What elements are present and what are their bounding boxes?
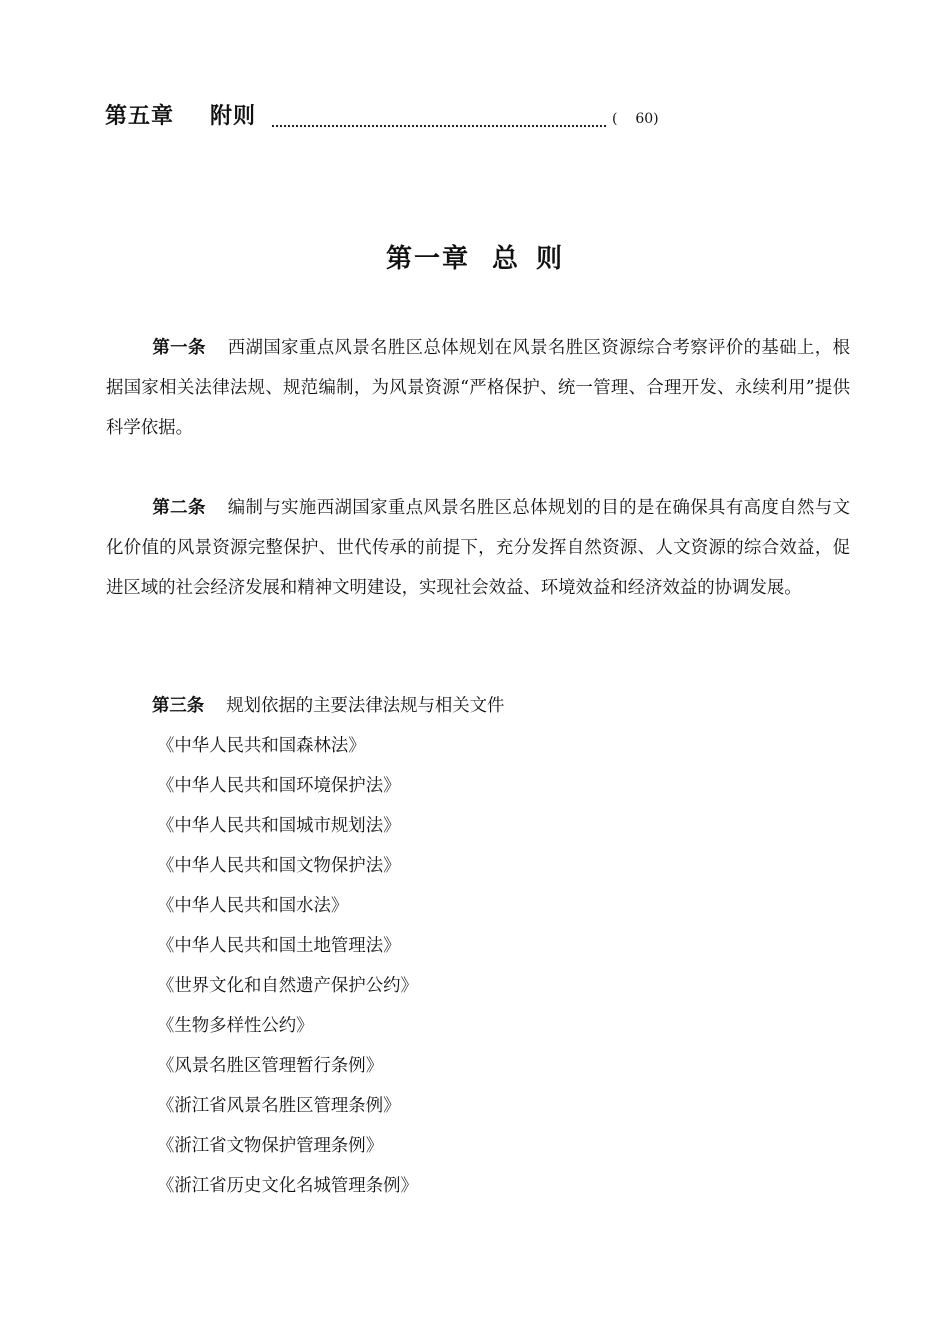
- toc-page-open: (: [612, 111, 618, 127]
- article-2-label: 第二条: [152, 498, 206, 518]
- toc-chapter-title: 附则: [210, 104, 257, 129]
- chapter-heading: [0, 238, 950, 275]
- list-item: 《中华人民共和国土地管理法》: [157, 936, 401, 956]
- toc-page-close: ): [653, 111, 659, 127]
- toc-leader-dots: [272, 121, 606, 127]
- list-item: 《风景名胜区管理暂行条例》: [157, 1056, 384, 1076]
- list-item: 《中华人民共和国城市规划法》: [157, 816, 401, 836]
- toc-chapter-number: 第五章: [105, 104, 175, 129]
- chapter-heading-title-char2: 则: [536, 244, 565, 274]
- list-item: 《浙江省风景名胜区管理条例》: [157, 1096, 401, 1116]
- list-item: 《中华人民共和国森林法》: [157, 736, 366, 756]
- article-1-text: 西湖国家重点风景名胜区总体规划在风景名胜区资源综合考察评价的基础上，根据国家相关法律法规、规范编制，为风景资源“严格保护、统一管理、合理开发、永续利用”提供科学依据。: [106, 338, 850, 438]
- article-3-label: 第三条: [152, 696, 205, 716]
- article-1-label: 第一条: [152, 338, 206, 358]
- list-item: 《生物多样性公约》: [157, 1016, 314, 1036]
- law-list: [157, 726, 418, 1206]
- toc-page-ref: [612, 111, 659, 127]
- chapter-heading-title-char1: 总: [491, 244, 520, 274]
- article-3-text: 规划依据的主要法律法规与相关文件: [226, 696, 505, 716]
- chapter-heading-number: 第一章: [385, 244, 470, 274]
- article-3: [106, 686, 850, 726]
- article-1: [106, 328, 850, 448]
- list-item: 《浙江省历史文化名城管理条例》: [157, 1176, 418, 1196]
- list-item: 《中华人民共和国水法》: [157, 896, 349, 916]
- article-2-text: 编制与实施西湖国家重点风景名胜区总体规划的目的是在确保具有高度自然与文化价值的风景资源完整保护、世代传承的前提下，充分发挥自然资源、人文资源的综合效益，促进区域的社会经济发展和精神文明建设，实现社会效益、环境效益和经济效益的协调发展。: [106, 498, 850, 598]
- list-item: 《世界文化和自然遗产保护公约》: [157, 976, 418, 996]
- article-2: [106, 488, 850, 608]
- list-item: 《中华人民共和国环境保护法》: [157, 776, 401, 796]
- toc-page-number: 60: [635, 111, 654, 127]
- list-item: 《中华人民共和国文物保护法》: [157, 856, 401, 876]
- toc-entry-chapter-5[interactable]: [105, 99, 705, 135]
- list-item: 《浙江省文物保护管理条例》: [157, 1136, 384, 1156]
